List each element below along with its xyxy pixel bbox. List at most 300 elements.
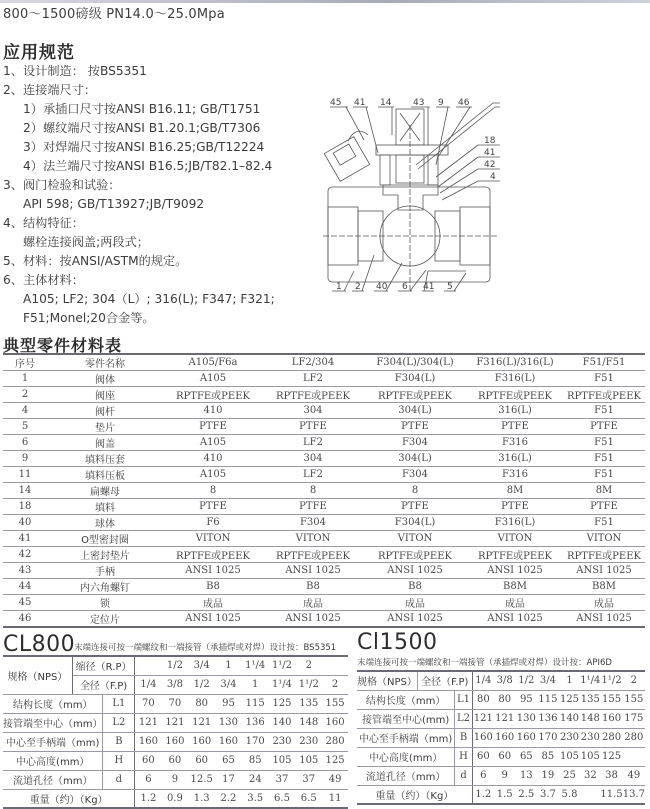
dimension-value: 160: [322, 713, 348, 732]
size-value: 1¹/2: [269, 656, 296, 675]
column-header: F51/F51: [563, 354, 645, 371]
column-header: 序号: [3, 354, 47, 371]
part-name-cell: 扁螺母: [47, 483, 163, 499]
material-cell: ANSI 1025: [163, 611, 263, 628]
diagram-label: 40: [376, 282, 388, 292]
weight-row: [3, 789, 348, 808]
weight-value: 11.5: [600, 785, 622, 804]
material-cell: ANSI 1025: [363, 563, 467, 579]
material-cell: F51: [563, 435, 645, 451]
table-row: [3, 595, 645, 611]
table-row: [3, 515, 645, 531]
material-cell: PTFE: [563, 419, 645, 435]
size-value: 2: [295, 656, 322, 675]
material-cell: A105: [163, 467, 263, 483]
diagram-label: 46: [458, 98, 470, 108]
dimension-row: [357, 766, 645, 785]
material-cell: 成品: [363, 595, 467, 611]
weight-value: 0.9: [162, 789, 189, 808]
material-cell: 成品: [163, 595, 263, 611]
part-number-cell: 18: [3, 499, 47, 515]
material-cell: F316: [467, 467, 563, 483]
ball-valve-cross-section-diagram: [318, 95, 500, 295]
spec-line: 3）对焊端尺寸按ANSI B16.25;GB/T12224: [23, 140, 265, 154]
weight-label: 重量（约）（Kg）: [357, 785, 472, 804]
dimension-label: 中心至手柄端（mm): [3, 732, 103, 751]
dimension-symbol: B: [103, 732, 135, 751]
dimension-label: 中心高度(mm）: [357, 747, 455, 766]
dimension-value: 12.5: [188, 770, 215, 789]
material-cell: VITON: [263, 531, 363, 547]
weight-value: 13.7: [623, 785, 645, 804]
spec-line: 1、设计制造： 按BS5351: [3, 64, 147, 78]
dimension-value: 175: [623, 709, 645, 728]
material-cell: PTFE: [563, 499, 645, 515]
material-cell: PTFE: [363, 499, 467, 515]
dimension-row: [3, 751, 348, 770]
dimension-value: 95: [215, 694, 242, 713]
spec-line: 2）螺纹端尺寸按ANSI B1.20.1;GB/T7306: [23, 121, 261, 135]
material-cell: F304: [263, 515, 363, 531]
diagram-label: 41: [354, 98, 366, 108]
part-number-cell: 5: [3, 419, 47, 435]
material-cell: RPTFE或PEEK: [467, 547, 563, 563]
material-cell: F304(L): [363, 515, 467, 531]
part-number-cell: 1: [3, 371, 47, 387]
dimension-value: 170: [242, 732, 269, 751]
dimension-value: 135: [580, 690, 600, 709]
size-value: 1/2: [162, 656, 189, 675]
material-cell: LF2: [263, 435, 363, 451]
material-cell: 304(L): [363, 451, 467, 467]
part-number-cell: 43: [3, 563, 47, 579]
dimension-value: 24: [242, 770, 269, 789]
dimension-value: 49: [322, 770, 348, 789]
dimension-value: 160: [215, 732, 242, 751]
spec-list: [3, 62, 303, 328]
weight-value: 1.3: [188, 789, 215, 808]
table-row: [3, 483, 645, 499]
dimension-value: [623, 747, 645, 766]
weight-label: 重量（约）（Kg）: [3, 789, 135, 808]
dimension-value: 37: [269, 770, 296, 789]
material-cell: LF2: [263, 467, 363, 483]
table-row: [3, 467, 645, 483]
dimension-value: 160: [188, 732, 215, 751]
material-cell: 成品: [263, 595, 363, 611]
dimension-value: 9: [162, 770, 189, 789]
weight-row: [357, 785, 645, 804]
dimension-value: 155: [600, 690, 622, 709]
weight-value: 1.2: [135, 789, 162, 808]
part-name-cell: O型密封圈: [47, 531, 163, 547]
full-bore-label: 全径（F.P): [417, 671, 472, 690]
material-cell: VITON: [163, 531, 263, 547]
part-name-cell: 定位片: [47, 611, 163, 628]
spec-line: F51;Monel;20合金等。: [23, 311, 155, 325]
part-name-cell: 阀座: [47, 387, 163, 403]
dimension-value: 6: [135, 770, 162, 789]
materials-header-row: [3, 354, 645, 371]
dimension-value: 160: [600, 709, 622, 728]
part-number-cell: 45: [3, 595, 47, 611]
table-row: [3, 387, 645, 403]
dimension-value: 121: [472, 709, 494, 728]
part-number-cell: 44: [3, 579, 47, 595]
dimension-value: 140: [269, 713, 296, 732]
weight-value: 11: [322, 789, 348, 808]
size-value: 1¹/4: [269, 675, 296, 694]
diagram-label: 42: [484, 160, 496, 170]
size-value: [322, 656, 348, 675]
dimension-symbol: d: [103, 770, 135, 789]
size-value: 3/8: [494, 671, 516, 690]
size-value: 3/4: [215, 675, 242, 694]
dimension-row: [3, 713, 348, 732]
part-name-cell: 垫片: [47, 419, 163, 435]
dimension-row: [357, 747, 645, 766]
dimension-value: 125: [600, 747, 622, 766]
table-row: [3, 419, 645, 435]
diagram-label: 6: [402, 282, 408, 292]
dimension-value: 125: [269, 694, 296, 713]
material-cell: F51: [563, 371, 645, 387]
dimension-row: [357, 709, 645, 728]
spec-line: 1）承插口尺寸按ANSI B16.11; GB/T1751: [23, 102, 261, 116]
material-cell: LF2: [263, 371, 363, 387]
dimension-value: 105: [269, 751, 296, 770]
dimension-symbol: d: [455, 766, 472, 785]
diagram-label: 5: [447, 282, 453, 292]
dimension-value: 38: [600, 766, 622, 785]
material-cell: VITON: [363, 531, 467, 547]
dimension-label: 接管端至中心(mm): [357, 709, 455, 728]
cl800-note: 末端连接可按一端螺纹和一端接管（承插焊或对焊）设计按：BS5351: [74, 643, 337, 653]
dimension-value: 65: [215, 751, 242, 770]
part-name-cell: 阀杆: [47, 403, 163, 419]
material-cell: ANSI 1025: [467, 611, 563, 628]
dimension-value: 80: [494, 690, 516, 709]
dimension-value: 155: [322, 694, 348, 713]
material-cell: B8: [263, 579, 363, 595]
table-row: [3, 435, 645, 451]
dimension-value: 65: [516, 747, 538, 766]
dimension-value: 280: [623, 728, 645, 747]
spec-line: 2、连接端尺寸：: [3, 83, 97, 97]
size-value: [135, 656, 162, 675]
material-cell: 410: [163, 403, 263, 419]
part-number-cell: 4: [3, 403, 47, 419]
size-reduced-row: [3, 656, 348, 675]
dimension-value: 60: [494, 747, 516, 766]
spec-line: 4、结构特征：: [3, 216, 84, 230]
spec-line: 螺栓连接阀盖;两段式；: [23, 235, 149, 249]
material-cell: F316: [467, 435, 563, 451]
material-cell: RPTFE或PEEK: [563, 547, 645, 563]
dimension-value: 135: [295, 694, 322, 713]
material-cell: ANSI 1025: [467, 563, 563, 579]
material-cell: B8: [363, 579, 467, 595]
diagram-label: 45: [330, 98, 342, 108]
material-cell: F51: [563, 515, 645, 531]
material-cell: PTFE: [467, 499, 563, 515]
dimension-value: 121: [188, 713, 215, 732]
reduced-bore-label: 缩径（R.P）: [72, 656, 134, 675]
dimension-symbol: L2: [455, 709, 472, 728]
dimension-value: 105: [559, 747, 581, 766]
dimension-value: 60: [472, 747, 494, 766]
dimension-value: 19: [537, 766, 559, 785]
dimension-value: 121: [494, 709, 516, 728]
material-cell: 410: [163, 451, 263, 467]
diagram-label: 4: [490, 172, 496, 182]
dimension-value: 230: [295, 732, 322, 751]
table-row: [3, 531, 645, 547]
dimension-value: 230: [269, 732, 296, 751]
material-cell: 304: [263, 403, 363, 419]
part-number-cell: 9: [3, 451, 47, 467]
column-header: LF2/304: [263, 354, 363, 371]
dimension-value: 32: [580, 766, 600, 785]
spec-line: 3、阀门检验和试验：: [3, 178, 121, 192]
cl1500-dimension-table: [357, 670, 645, 805]
part-number-cell: 6: [3, 435, 47, 451]
size-value: 1/4: [135, 675, 162, 694]
part-name-cell: 内六角螺钉: [47, 579, 163, 595]
dimension-value: 17: [215, 770, 242, 789]
size-value: 2: [322, 675, 348, 694]
material-cell: F51: [563, 451, 645, 467]
part-number-cell: 40: [3, 515, 47, 531]
material-cell: F304(L): [363, 371, 467, 387]
part-number-cell: 46: [3, 611, 47, 628]
dimension-symbol: L2: [103, 713, 135, 732]
dimension-value: 125: [322, 751, 348, 770]
diagram-label: 41: [423, 282, 435, 292]
diagram-label: 41: [484, 148, 496, 158]
size-value: 1: [242, 675, 269, 694]
material-cell: 8M: [563, 483, 645, 499]
dimension-value: 121: [162, 713, 189, 732]
part-name-cell: 上密封垫片: [47, 547, 163, 563]
table-row: [3, 499, 645, 515]
material-cell: ANSI 1025: [563, 563, 645, 579]
size-value: 1: [559, 671, 581, 690]
cl1500-note: 末端连接可按一端螺纹和一端接管（承插焊或对焊）设计按：API6D: [357, 658, 612, 668]
material-cell: RPTFE或PEEK: [363, 547, 467, 563]
dimension-value: 160: [135, 732, 162, 751]
material-cell: 8: [263, 483, 363, 499]
weight-value: 1.5: [494, 785, 516, 804]
dimension-value: 136: [537, 709, 559, 728]
dimension-label: 接管端至中心（mm）: [3, 713, 103, 732]
pressure-class-subtitle: 800～1500磅级 PN14.0～25.0Mpa: [3, 7, 225, 22]
part-number-cell: 2: [3, 387, 47, 403]
dimension-label: 结构长度（mm）: [3, 694, 103, 713]
table-row: [3, 547, 645, 563]
material-cell: RPTFE或PEEK: [467, 387, 563, 403]
material-cell: ANSI 1025: [563, 611, 645, 628]
material-cell: RPTFE或PEEK: [163, 547, 263, 563]
material-cell: RPTFE或PEEK: [163, 387, 263, 403]
material-cell: PTFE: [263, 419, 363, 435]
material-cell: 316(L): [467, 451, 563, 467]
size-label: 规格（NPS）: [357, 671, 417, 690]
dimension-label: 流道孔径（mm）: [3, 770, 103, 789]
table-row: [3, 403, 645, 419]
column-header: A105/F6a: [163, 354, 263, 371]
dimension-value: 85: [242, 751, 269, 770]
size-value: 1/2: [188, 675, 215, 694]
dimension-value: 95: [516, 690, 538, 709]
part-name-cell: 阀盖: [47, 435, 163, 451]
dimension-value: 160: [472, 728, 494, 747]
material-cell: PTFE: [363, 419, 467, 435]
dimension-value: 6: [472, 766, 494, 785]
dimension-value: 70: [135, 694, 162, 713]
diagram-label: 2: [355, 282, 361, 292]
size-value: 1: [215, 656, 242, 675]
dimension-value: 130: [215, 713, 242, 732]
table-row: [3, 579, 645, 595]
material-cell: VITON: [467, 531, 563, 547]
dimension-value: 85: [537, 747, 559, 766]
material-cell: RPTFE或PEEK: [563, 387, 645, 403]
part-name-cell: 填料压套: [47, 451, 163, 467]
spec-line: API 598; GB/T13927;JB/T9092: [23, 197, 205, 211]
dimension-value: 80: [472, 690, 494, 709]
material-cell: B8: [163, 579, 263, 595]
dimension-symbol: L1: [455, 690, 472, 709]
dimension-value: 160: [494, 728, 516, 747]
material-cell: ANSI 1025: [163, 563, 263, 579]
dimension-value: 280: [600, 728, 622, 747]
dimension-symbol: H: [455, 747, 472, 766]
size-value: 3/8: [162, 675, 189, 694]
part-name-cell: 填料: [47, 499, 163, 515]
dimension-value: 115: [537, 690, 559, 709]
dimension-value: 80: [188, 694, 215, 713]
weight-value: [580, 785, 600, 804]
table-row: [3, 371, 645, 387]
column-header: F316(L)/316(L): [467, 354, 563, 371]
dimension-value: 60: [135, 751, 162, 770]
material-cell: RPTFE或PEEK: [363, 387, 467, 403]
material-cell: B8M: [467, 579, 563, 595]
dimension-value: 60: [188, 751, 215, 770]
material-cell: PTFE: [263, 499, 363, 515]
dimension-value: 60: [162, 751, 189, 770]
material-cell: F316(L): [467, 371, 563, 387]
part-name-cell: 锁: [47, 595, 163, 611]
weight-value: 6.5: [295, 789, 322, 808]
diagram-label: 43: [413, 98, 425, 108]
spec-line: 6、主体材料：: [3, 273, 84, 287]
material-cell: 成品: [563, 595, 645, 611]
size-value: 1¹/2: [600, 671, 622, 690]
material-cell: ANSI 1025: [263, 563, 363, 579]
size-value: 1/2: [516, 671, 538, 690]
material-cell: RPTFE或PEEK: [263, 547, 363, 563]
dimension-value: 25: [559, 766, 581, 785]
part-number-cell: 11: [3, 467, 47, 483]
dimension-value: 170: [537, 728, 559, 747]
size-label: 规格（NPS）: [3, 656, 72, 694]
dimension-row: [3, 694, 348, 713]
material-cell: A105: [163, 435, 263, 451]
dimension-value: 230: [559, 728, 581, 747]
dimension-label: 中心高度(mm）: [3, 751, 103, 770]
material-cell: RPTFE或PEEK: [263, 387, 363, 403]
dimension-symbol: L1: [103, 694, 135, 713]
dimension-value: 13: [516, 766, 538, 785]
size-value: 3/4: [537, 671, 559, 690]
dimension-value: 105: [295, 751, 322, 770]
dimension-value: 121: [135, 713, 162, 732]
size-value: 1/4: [472, 671, 494, 690]
dimension-value: 125: [559, 690, 581, 709]
dimension-value: 105: [580, 747, 600, 766]
dimension-value: 148: [580, 709, 600, 728]
dimension-label: 流道孔径（mm）: [357, 766, 455, 785]
materials-table-title: 典型零件材料表: [3, 336, 123, 355]
dimension-symbol: H: [103, 751, 135, 770]
size-value: 1¹/2: [295, 675, 322, 694]
dimension-label: 中心至手柄端（mm): [357, 728, 455, 747]
dimension-value: 49: [623, 766, 645, 785]
dimension-symbol: B: [455, 728, 472, 747]
dimension-value: 37: [295, 770, 322, 789]
weight-value: 3.5: [242, 789, 269, 808]
dimension-value: 140: [559, 709, 581, 728]
size-value: 1¹/4: [580, 671, 600, 690]
part-name-cell: 填料压板: [47, 467, 163, 483]
weight-value: 2.2: [215, 789, 242, 808]
material-cell: VITON: [563, 531, 645, 547]
material-cell: F316(L): [467, 515, 563, 531]
dimension-value: 136: [242, 713, 269, 732]
dimension-value: 160: [516, 728, 538, 747]
material-cell: ANSI 1025: [363, 611, 467, 628]
dimension-value: 148: [295, 713, 322, 732]
material-cell: PTFE: [163, 499, 263, 515]
material-cell: F304: [363, 435, 467, 451]
materials-table: [3, 353, 645, 628]
part-name-cell: 手柄: [47, 563, 163, 579]
size-full-row: [357, 671, 645, 690]
dimension-value: 9: [494, 766, 516, 785]
material-cell: F304: [363, 467, 467, 483]
size-value: 2: [623, 671, 645, 690]
material-cell: F6: [163, 515, 263, 531]
dimension-value: 130: [516, 709, 538, 728]
spec-line: A105; LF2; 304（L）; 316(L); F347; F321;: [23, 292, 275, 306]
cl800-title: CL800: [3, 632, 76, 657]
dimension-value: 115: [242, 694, 269, 713]
dimension-row: [357, 728, 645, 747]
weight-value: 5.8: [559, 785, 581, 804]
table-row: [3, 563, 645, 579]
dimension-value: 280: [322, 732, 348, 751]
diagram-label: 9: [438, 98, 444, 108]
spec-section-title: 应用规范: [3, 43, 75, 63]
dimension-row: [3, 770, 348, 789]
material-cell: 成品: [467, 595, 563, 611]
diagram-label: 18: [484, 136, 496, 146]
dimension-value: 230: [580, 728, 600, 747]
part-name-cell: 阀体: [47, 371, 163, 387]
cl1500-title: Cl1500: [357, 630, 438, 655]
